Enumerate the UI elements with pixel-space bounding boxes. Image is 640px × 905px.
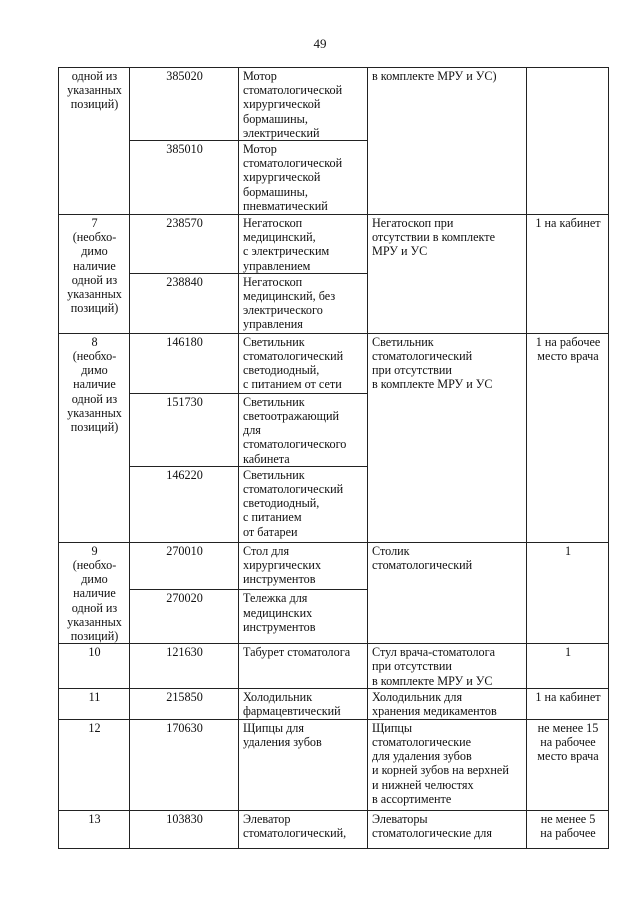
code-cell: 121630 — [130, 644, 239, 689]
table-row — [59, 215, 609, 274]
device-name-cell: Элеватор стоматологический, — [239, 810, 368, 848]
code-cell: 215850 — [130, 688, 239, 719]
code-cell: 238570 — [130, 215, 239, 274]
code-cell: 270020 — [130, 590, 239, 644]
device-name-cell: Светильник стоматологический светодиодный, с питанием от сети — [239, 333, 368, 393]
table-row — [59, 810, 609, 848]
position-number-cell: 11 — [59, 688, 130, 719]
equipment-table — [58, 67, 609, 849]
code-cell: 238840 — [130, 273, 239, 333]
position-number-cell: одной из указанных позиций) — [59, 68, 130, 215]
position-number-cell: 9 (необхо- димо наличие одной из указанных позиций) — [59, 542, 130, 643]
requirement-cell: Элеваторы стоматологические для — [368, 810, 527, 848]
code-cell: 385020 — [130, 68, 239, 141]
code-cell: 151730 — [130, 393, 239, 466]
code-cell: 385010 — [130, 141, 239, 215]
table-row — [59, 644, 609, 689]
device-name-cell: Стол для хирургических инструментов — [239, 542, 368, 590]
device-name-cell: Щипцы для удаления зубов — [239, 719, 368, 810]
position-number-cell: 13 — [59, 810, 130, 848]
table-row — [59, 719, 609, 810]
device-name-cell: Мотор стоматологической хирургической бормашины, пневматический — [239, 141, 368, 215]
quantity-cell: 1 на кабинет — [527, 688, 609, 719]
page-number: 49 — [313, 36, 327, 51]
code-cell: 146220 — [130, 466, 239, 542]
quantity-cell: не менее 15 на рабочее место врача — [527, 719, 609, 810]
code-cell: 146180 — [130, 333, 239, 393]
quantity-cell: не менее 5 на рабочее — [527, 810, 609, 848]
quantity-cell — [527, 68, 609, 215]
device-name-cell: Холодильник фармацевтический — [239, 688, 368, 719]
requirement-cell: Столик стоматологический — [368, 542, 527, 643]
device-name-cell: Мотор стоматологической хирургической бормашины, электрический — [239, 68, 368, 141]
device-name-cell: Светильник светоотражающий для стоматологического кабинета — [239, 393, 368, 466]
position-number-cell: 10 — [59, 644, 130, 689]
table-row — [59, 333, 609, 393]
code-cell: 103830 — [130, 810, 239, 848]
code-cell: 270010 — [130, 542, 239, 590]
quantity-cell: 1 — [527, 542, 609, 643]
requirement-cell: Негатоскоп при отсутствии в комплекте МРУ и УС — [368, 215, 527, 334]
requirement-cell: Щипцы стоматологические для удаления зубов и корней зубов на верхней и нижней челюстях в ассортименте — [368, 719, 527, 810]
quantity-cell: 1 на кабинет — [527, 215, 609, 334]
device-name-cell: Тележка для медицинских инструментов — [239, 590, 368, 644]
position-number-cell: 8 (необхо- димо наличие одной из указанных позиций) — [59, 333, 130, 542]
requirement-cell: Стул врача-стоматолога при отсутствии в комплекте МРУ и УС — [368, 644, 527, 689]
requirement-cell: Светильник стоматологический при отсутствии в комплекте МРУ и УС — [368, 333, 527, 542]
table-row — [59, 688, 609, 719]
requirement-cell: в комплекте МРУ и УС) — [368, 68, 527, 215]
position-number-cell: 12 — [59, 719, 130, 810]
quantity-cell: 1 — [527, 644, 609, 689]
table-row — [59, 68, 609, 141]
quantity-cell: 1 на рабочее место врача — [527, 333, 609, 542]
code-cell: 170630 — [130, 719, 239, 810]
table-row — [59, 542, 609, 590]
position-number-cell: 7 (необхо- димо наличие одной из указанных позиций) — [59, 215, 130, 334]
device-name-cell: Негатоскоп медицинский, с электрическим управлением — [239, 215, 368, 274]
device-name-cell: Табурет стоматолога — [239, 644, 368, 689]
device-name-cell: Светильник стоматологический светодиодный, с питанием от батареи — [239, 466, 368, 542]
requirement-cell: Холодильник для хранения медикаментов — [368, 688, 527, 719]
device-name-cell: Негатоскоп медицинский, без электрического управления — [239, 273, 368, 333]
